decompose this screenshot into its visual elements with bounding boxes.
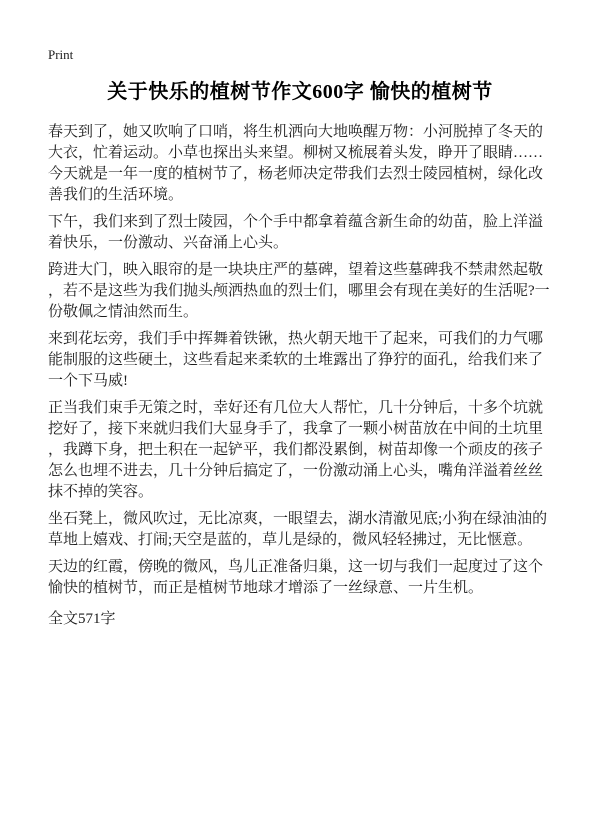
essay-paragraph: 下午，我们来到了烈士陵园，个个手中都拿着蕴含新生命的幼苗，脸上洋溢着快乐，一份激动、兴奋涌上心头。	[48, 214, 544, 251]
word-count-note: 全文571字	[48, 611, 116, 627]
essay-paragraph: 来到花坛旁，我们手中挥舞着铁锹，热火朝天地干了起来，可我们的力气哪能制服的这些硬土，这些看起来柔软的土堆露出了狰狞的面孔，给我们来了一个下马威!	[48, 331, 544, 389]
essay-paragraph: 跨进大门，映入眼帘的是一块块庄严的墓碑，望着这些墓碑我不禁肃然起敬，若不是这些为我们抛头颅洒热血的烈士们，哪里会有现在美好的生活呢?一份敬佩之情油然而生。	[48, 262, 550, 320]
essay-paragraph: 正当我们束手无策之时，幸好还有几位大人帮忙，几十分钟后，十多个坑就挖好了，接下来就归我们大显身手了，我拿了一颗小树苗放在中间的土坑里，我蹲下身，把土积在一起铲平，我们都没累倒，树苗却像一个顽皮的孩子怎么也埋不进去，几十分钟后搞定了，一份激动涌上心头，嘴角洋溢着丝丝抹不掉的笑容。	[48, 400, 544, 500]
essay-paragraph: 春天到了，她又吹响了口哨，将生机洒向大地唤醒万物：小河脱掉了冬天的大衣，忙着运动。小草也探出头来望。柳树又梳展着头发，睁开了眼睛……今天就是一年一度的植树节了，杨老师决定带我们去烈士陵园植树，绿化改善我们的生活环境。	[48, 124, 544, 203]
page-title: 关于快乐的植树节作文600字 愉快的植树节	[107, 81, 493, 103]
print-button[interactable]: Print	[48, 47, 74, 62]
essay-paragraph: 坐石凳上，微风吹过，无比凉爽，一眼望去，湖水清澈见底;小狗在绿油油的草地上嬉戏、打闹;天空是蓝的，草儿是绿的，微风轻轻拂过，无比惬意。	[48, 511, 548, 548]
essay-body	[48, 122, 552, 599]
essay-paragraph: 天边的红霞，傍晚的微风，鸟儿正准备归巢，这一切与我们一起度过了这个愉快的植树节，而正是植树节地球才增添了一丝绿意、一片生机。	[48, 559, 544, 596]
